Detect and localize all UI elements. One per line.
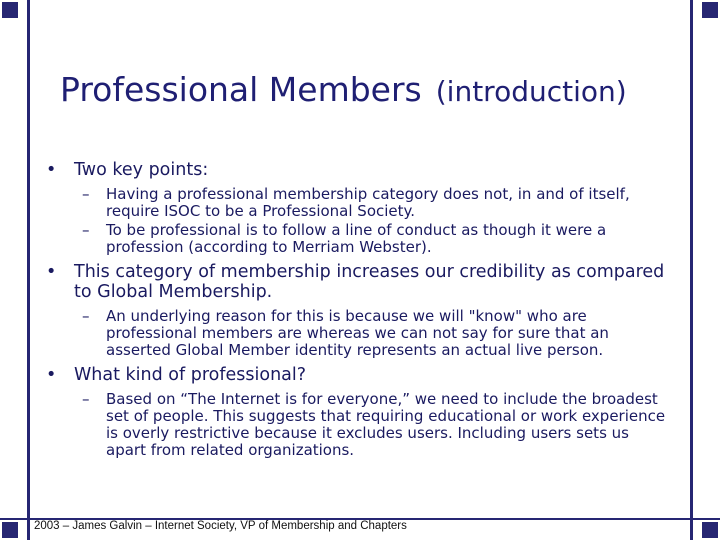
sub-item-text: To be professional is to follow a line of conduct as though it were a profession (according to Merriam Webster).	[106, 221, 607, 256]
sub-list	[40, 391, 670, 459]
sub-list	[40, 308, 670, 359]
sub-item	[40, 391, 670, 459]
sub-item	[40, 186, 670, 220]
corner-square-bottom-left	[0, 520, 20, 540]
sub-list	[40, 186, 670, 256]
dash-icon: –	[82, 390, 90, 408]
bullet-item	[40, 262, 670, 302]
bullet-text: This category of membership increases our credibility as compared to Global Membership.	[74, 262, 665, 302]
dash-icon: –	[82, 185, 90, 203]
slide-title	[60, 72, 680, 108]
slide-title-main: Professional Members	[60, 70, 422, 109]
sub-item	[40, 308, 670, 359]
bullet-icon: •	[46, 262, 57, 282]
bullet-icon: •	[46, 160, 57, 180]
dash-icon: –	[82, 307, 90, 325]
corner-square-bottom-right	[700, 520, 720, 540]
corner-square-top-right	[700, 0, 720, 20]
sub-item-text: Based on “The Internet is for everyone,” we need to include the broadest set of people. This suggests that requiring educational or work experience is overly restrictive because it excludes users. Including users sets us apart from related organizations.	[106, 390, 666, 459]
frame-right-bar	[690, 0, 693, 540]
sub-item-text: An underlying reason for this is because we will "know" who are professional members are whereas we can not say for sure that an asserted Global Member identity represents an actual live person.	[106, 307, 609, 359]
bullet-item	[40, 365, 670, 385]
bullet-item	[40, 160, 670, 180]
bullet-text: Two key points:	[74, 160, 209, 180]
dash-icon: –	[82, 221, 90, 239]
sub-item	[40, 222, 670, 256]
bullet-icon: •	[46, 365, 57, 385]
sub-item-text: Having a professional membership category does not, in and of itself, require ISOC to be a Professional Society.	[106, 185, 630, 220]
slide-content	[40, 160, 670, 465]
slide-title-suffix: (introduction)	[435, 75, 627, 108]
frame-left-bar	[27, 0, 30, 540]
bullet-text: What kind of professional?	[74, 365, 307, 385]
corner-square-top-left	[0, 0, 20, 20]
slide-footer: 2003 – James Galvin – Internet Society, VP of Membership and Chapters	[34, 520, 407, 532]
